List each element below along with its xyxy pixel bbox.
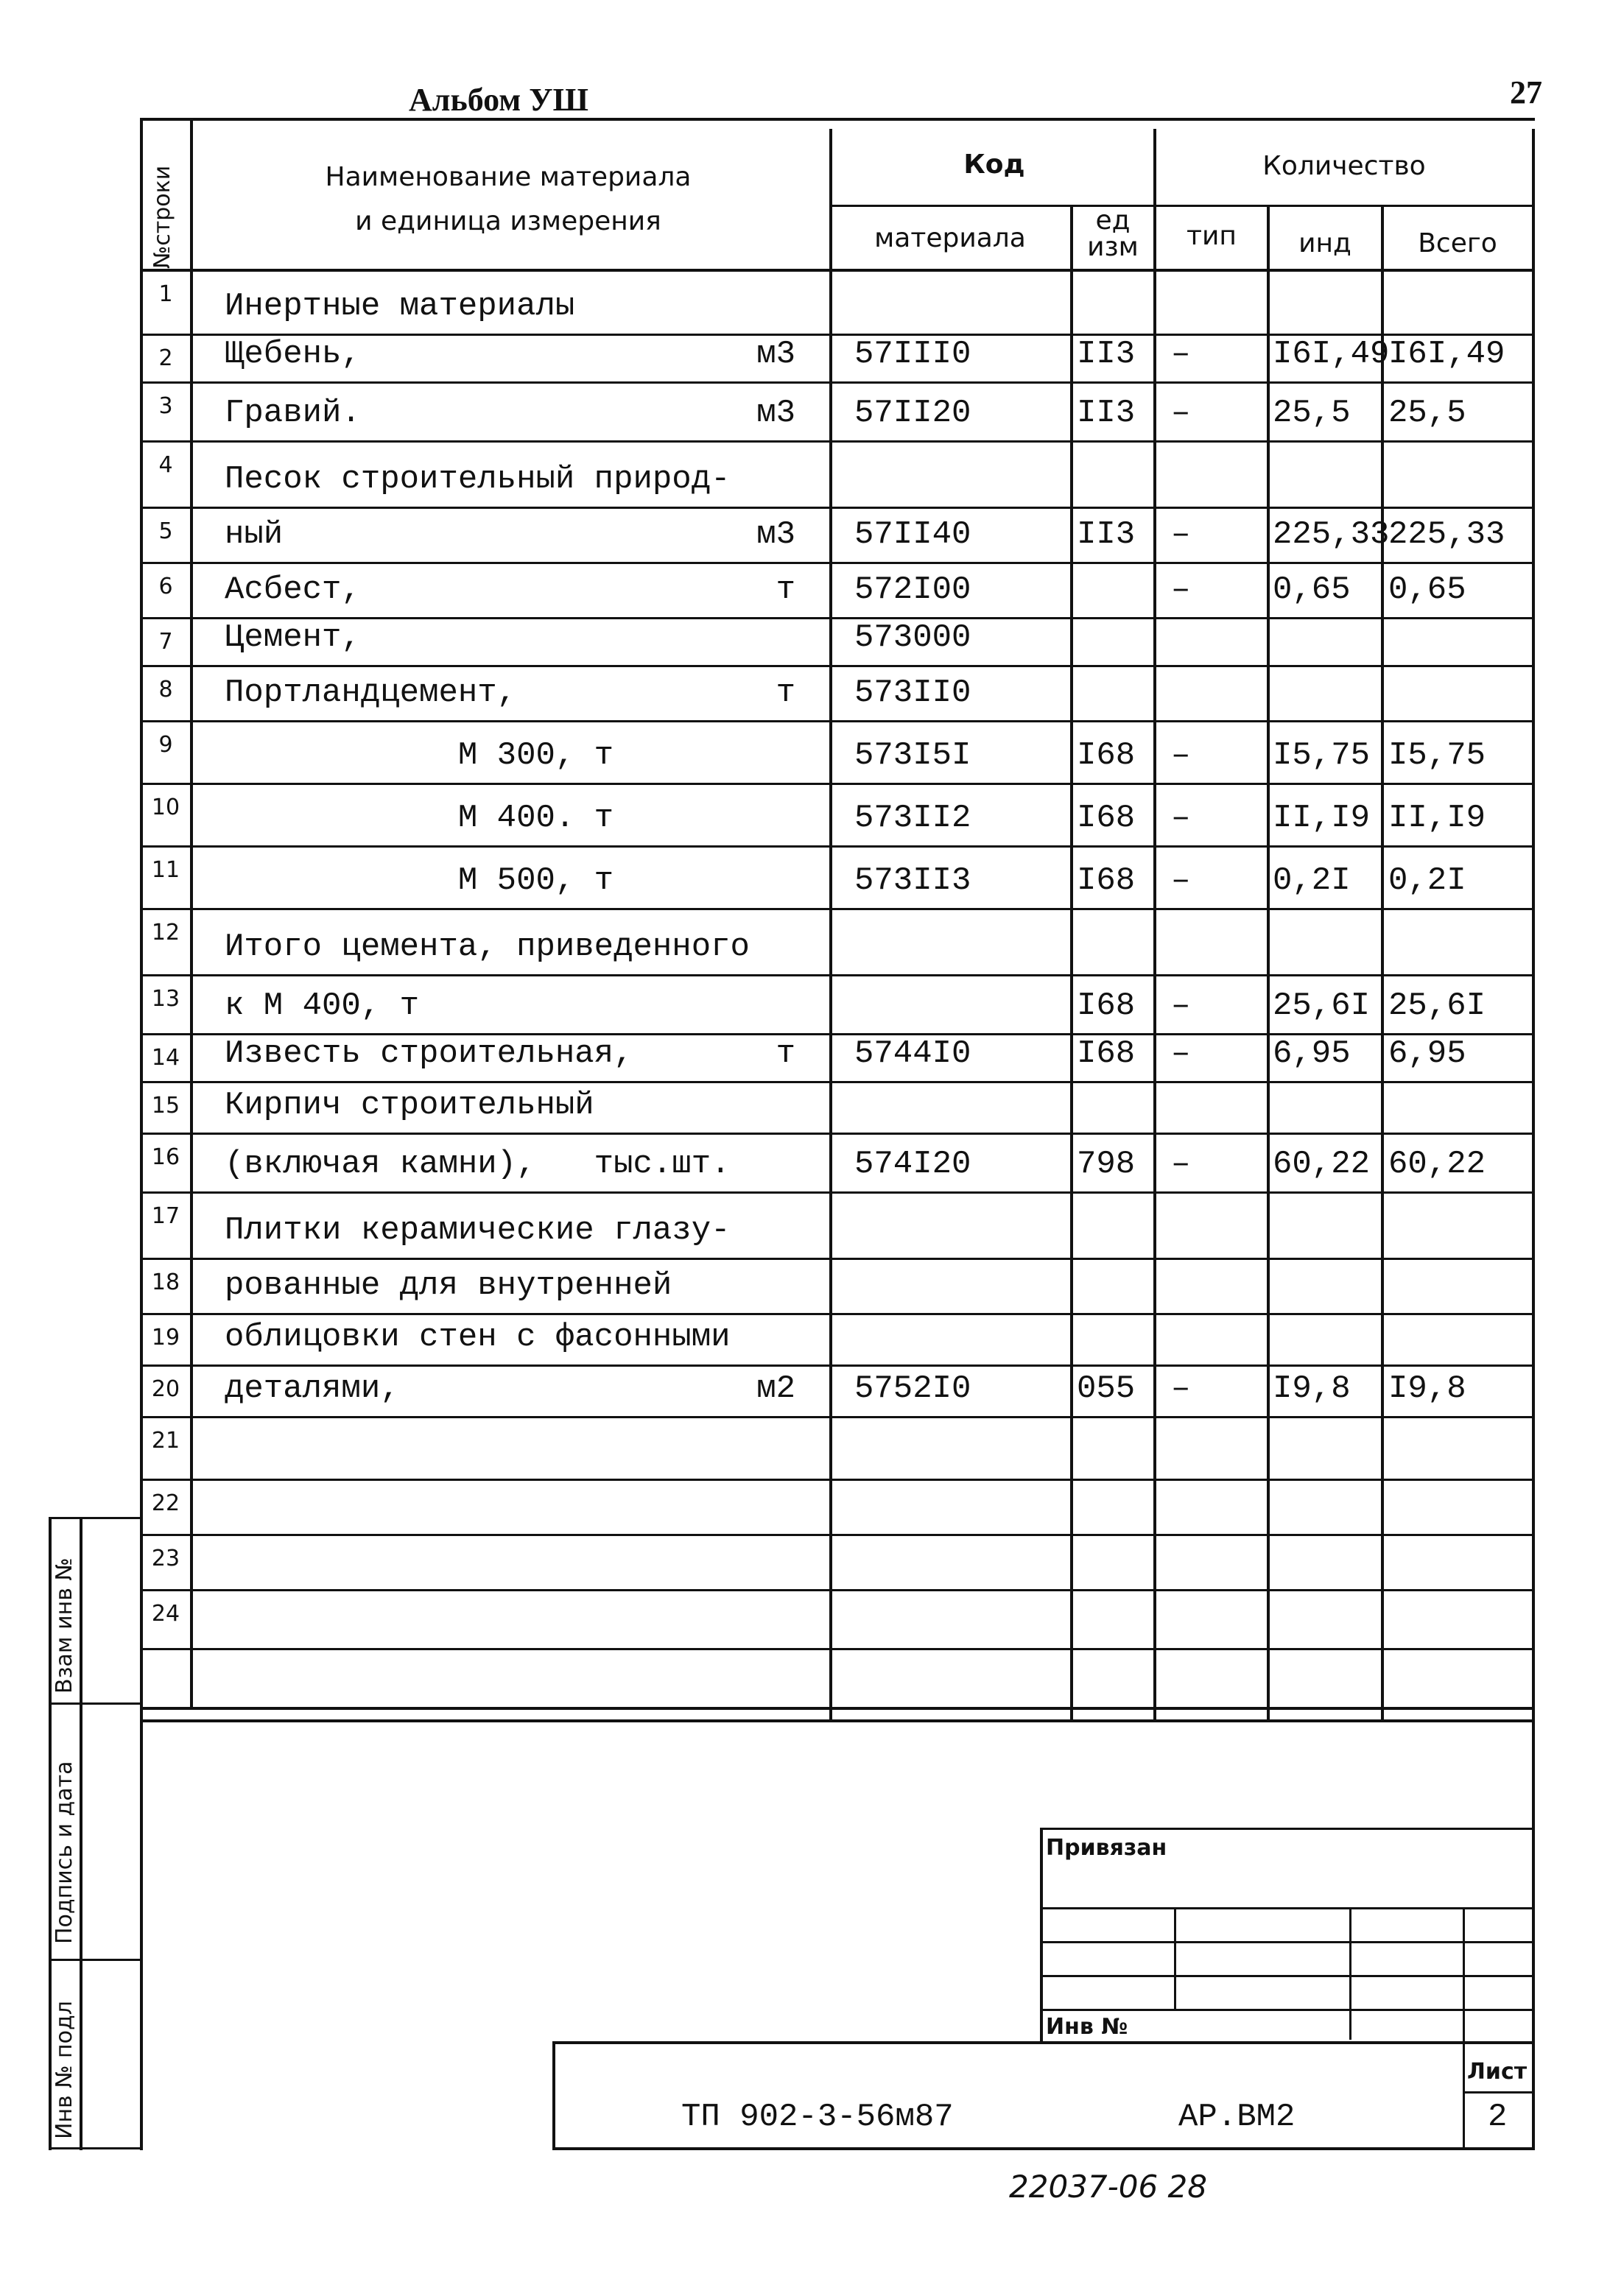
material-name: к М 400, т	[225, 987, 420, 1024]
material-unit: т	[776, 675, 795, 711]
material-code: 57II20	[854, 395, 971, 432]
type-value: –	[1171, 1370, 1191, 1407]
material-name: (включая камни), тыс.шт.	[225, 1146, 731, 1183]
ind-value: 25,6I	[1273, 987, 1371, 1024]
row-number: 12	[151, 920, 180, 945]
material-name: Известь строительная,	[225, 1035, 633, 1072]
material-code: 5752I0	[854, 1370, 971, 1407]
unit-code: 798	[1077, 1146, 1136, 1183]
unit-code: I68	[1077, 1035, 1136, 1072]
material-unit: т	[776, 1035, 795, 1072]
row-number: 8	[158, 677, 173, 702]
ind-value: 0,65	[1273, 571, 1351, 608]
row-number: 19	[151, 1325, 180, 1351]
total-value: 0,65	[1388, 571, 1466, 608]
type-header: тип	[1187, 221, 1237, 251]
material-unit: м2	[756, 1370, 795, 1407]
material-name: Инертные материалы	[225, 288, 575, 325]
name-header-line2: и единица измерения	[355, 206, 661, 236]
row-number: 10	[151, 795, 180, 820]
material-name: Гравий.	[225, 395, 361, 432]
material-code: 573II2	[854, 800, 971, 837]
row-number: 4	[158, 452, 173, 478]
total-value: 25,6I	[1388, 987, 1486, 1024]
type-value: –	[1171, 800, 1191, 837]
material-code: 572I00	[854, 571, 971, 608]
row-number: 16	[151, 1144, 180, 1170]
total-value: 225,33	[1388, 516, 1505, 553]
row-number: 22	[151, 1490, 180, 1516]
unit-code: II3	[1077, 395, 1136, 432]
unit-code: I68	[1077, 800, 1136, 837]
total-header: Всего	[1418, 228, 1497, 258]
type-value: –	[1171, 516, 1191, 553]
material-unit: т	[776, 571, 795, 608]
total-value: I6I,49	[1388, 336, 1505, 373]
material-name: Цемент,	[225, 619, 361, 656]
type-value: –	[1171, 1035, 1191, 1072]
type-value: –	[1171, 336, 1191, 373]
row-number: 18	[151, 1270, 180, 1295]
material-name: Плитки керамические глазу-	[225, 1212, 731, 1249]
row-number-header: №строки	[150, 165, 175, 269]
total-value: I5,75	[1388, 737, 1486, 774]
material-code: 573I5I	[854, 737, 971, 774]
row-number: 23	[151, 1546, 180, 1571]
ind-value: I5,75	[1273, 737, 1371, 774]
handwritten-number: 22037-06 28	[1009, 2169, 1208, 2205]
total-value: II,I9	[1388, 800, 1486, 837]
type-value: –	[1171, 1146, 1191, 1183]
list-label: Лист	[1467, 2059, 1528, 2085]
row-number: 5	[158, 518, 173, 544]
row-number: 20	[151, 1376, 180, 1402]
row-number: 24	[151, 1601, 180, 1627]
ind-value: 25,5	[1273, 395, 1351, 432]
material-name: Кирпич строительный	[225, 1087, 594, 1124]
row-number: 6	[158, 574, 173, 599]
total-value: 0,2I	[1388, 862, 1466, 899]
ind-value: 0,2I	[1273, 862, 1351, 899]
material-unit: м3	[756, 336, 795, 373]
row-number: 14	[151, 1045, 180, 1071]
type-value: –	[1171, 862, 1191, 899]
ind-value: 225,33	[1273, 516, 1390, 553]
row-number: 9	[158, 732, 173, 758]
material-code: 57II40	[854, 516, 971, 553]
material-code: 5744I0	[854, 1035, 971, 1072]
material-name: М 400. т	[225, 800, 614, 837]
material-name: Итого цемента, приведенного	[225, 929, 750, 965]
total-value: 25,5	[1388, 395, 1466, 432]
material-code: 573II0	[854, 675, 971, 711]
row-number: 3	[158, 393, 173, 419]
unit-code: 055	[1077, 1370, 1136, 1407]
unit-code: I68	[1077, 987, 1136, 1024]
row-number: 17	[151, 1203, 180, 1229]
material-unit: м3	[756, 516, 795, 553]
material-code: 574I20	[854, 1146, 971, 1183]
type-value: –	[1171, 571, 1191, 608]
material-code-header: материала	[874, 223, 1026, 253]
name-header-line1: Наименование материала	[325, 162, 692, 192]
material-code: 57III0	[854, 336, 971, 373]
doc-part: АР.ВМ2	[1178, 2099, 1296, 2135]
material-code: 573000	[854, 619, 971, 656]
doc-code: ТП 902-3-56м87	[681, 2099, 954, 2135]
ind-value: II,I9	[1273, 800, 1371, 837]
stamp-privyazan: Привязан	[1046, 1835, 1167, 1861]
total-value: I9,8	[1388, 1370, 1466, 1407]
row-number: 2	[158, 345, 173, 371]
ind-value: I9,8	[1273, 1370, 1351, 1407]
page-number: 27	[1510, 74, 1542, 110]
album-title: Альбом УШ	[409, 82, 588, 118]
list-value: 2	[1488, 2099, 1508, 2135]
row-number: 11	[151, 857, 180, 883]
material-code: 573II3	[854, 862, 971, 899]
total-value: 6,95	[1388, 1035, 1466, 1072]
stamp-inv-no: Инв №	[1046, 2014, 1128, 2040]
total-value: 60,22	[1388, 1146, 1486, 1183]
type-value: –	[1171, 395, 1191, 432]
ind-value: I6I,49	[1273, 336, 1390, 373]
ind-header: инд	[1298, 228, 1351, 258]
row-number: 13	[151, 986, 180, 1012]
row-number: 7	[158, 629, 173, 655]
row-number: 15	[151, 1093, 180, 1119]
unit-code: II3	[1077, 336, 1136, 373]
material-name: Песок строительный природ-	[225, 461, 731, 498]
side-label-podpis: Подпись и дата	[52, 1761, 77, 1944]
unit-code: II3	[1077, 516, 1136, 553]
unit-code: I68	[1077, 862, 1136, 899]
material-unit: м3	[756, 395, 795, 432]
unit-code-header: ед изм	[1087, 205, 1139, 262]
material-name: Асбест,	[225, 571, 361, 608]
ind-value: 60,22	[1273, 1146, 1371, 1183]
material-name: облицовки стен с фасонными	[225, 1319, 731, 1356]
material-name: Щебень,	[225, 336, 361, 373]
ind-value: 6,95	[1273, 1035, 1351, 1072]
code-header: Код	[963, 149, 1025, 180]
side-label-vzam: Взам инв №	[52, 1557, 77, 1694]
material-name: рованные для внутренней	[225, 1267, 672, 1304]
row-number: 21	[151, 1428, 180, 1454]
quantity-header: Количество	[1262, 151, 1426, 181]
unit-code: I68	[1077, 737, 1136, 774]
material-name: Портландцемент,	[225, 675, 517, 711]
type-value: –	[1171, 987, 1191, 1024]
side-label-inv-podl: Инв № подл	[52, 2001, 77, 2139]
type-value: –	[1171, 737, 1191, 774]
material-name: ный	[225, 516, 284, 553]
material-name: М 500, т	[225, 862, 614, 899]
material-name: деталями,	[225, 1370, 400, 1407]
material-name: М 300, т	[225, 737, 614, 774]
row-number: 1	[158, 281, 173, 307]
